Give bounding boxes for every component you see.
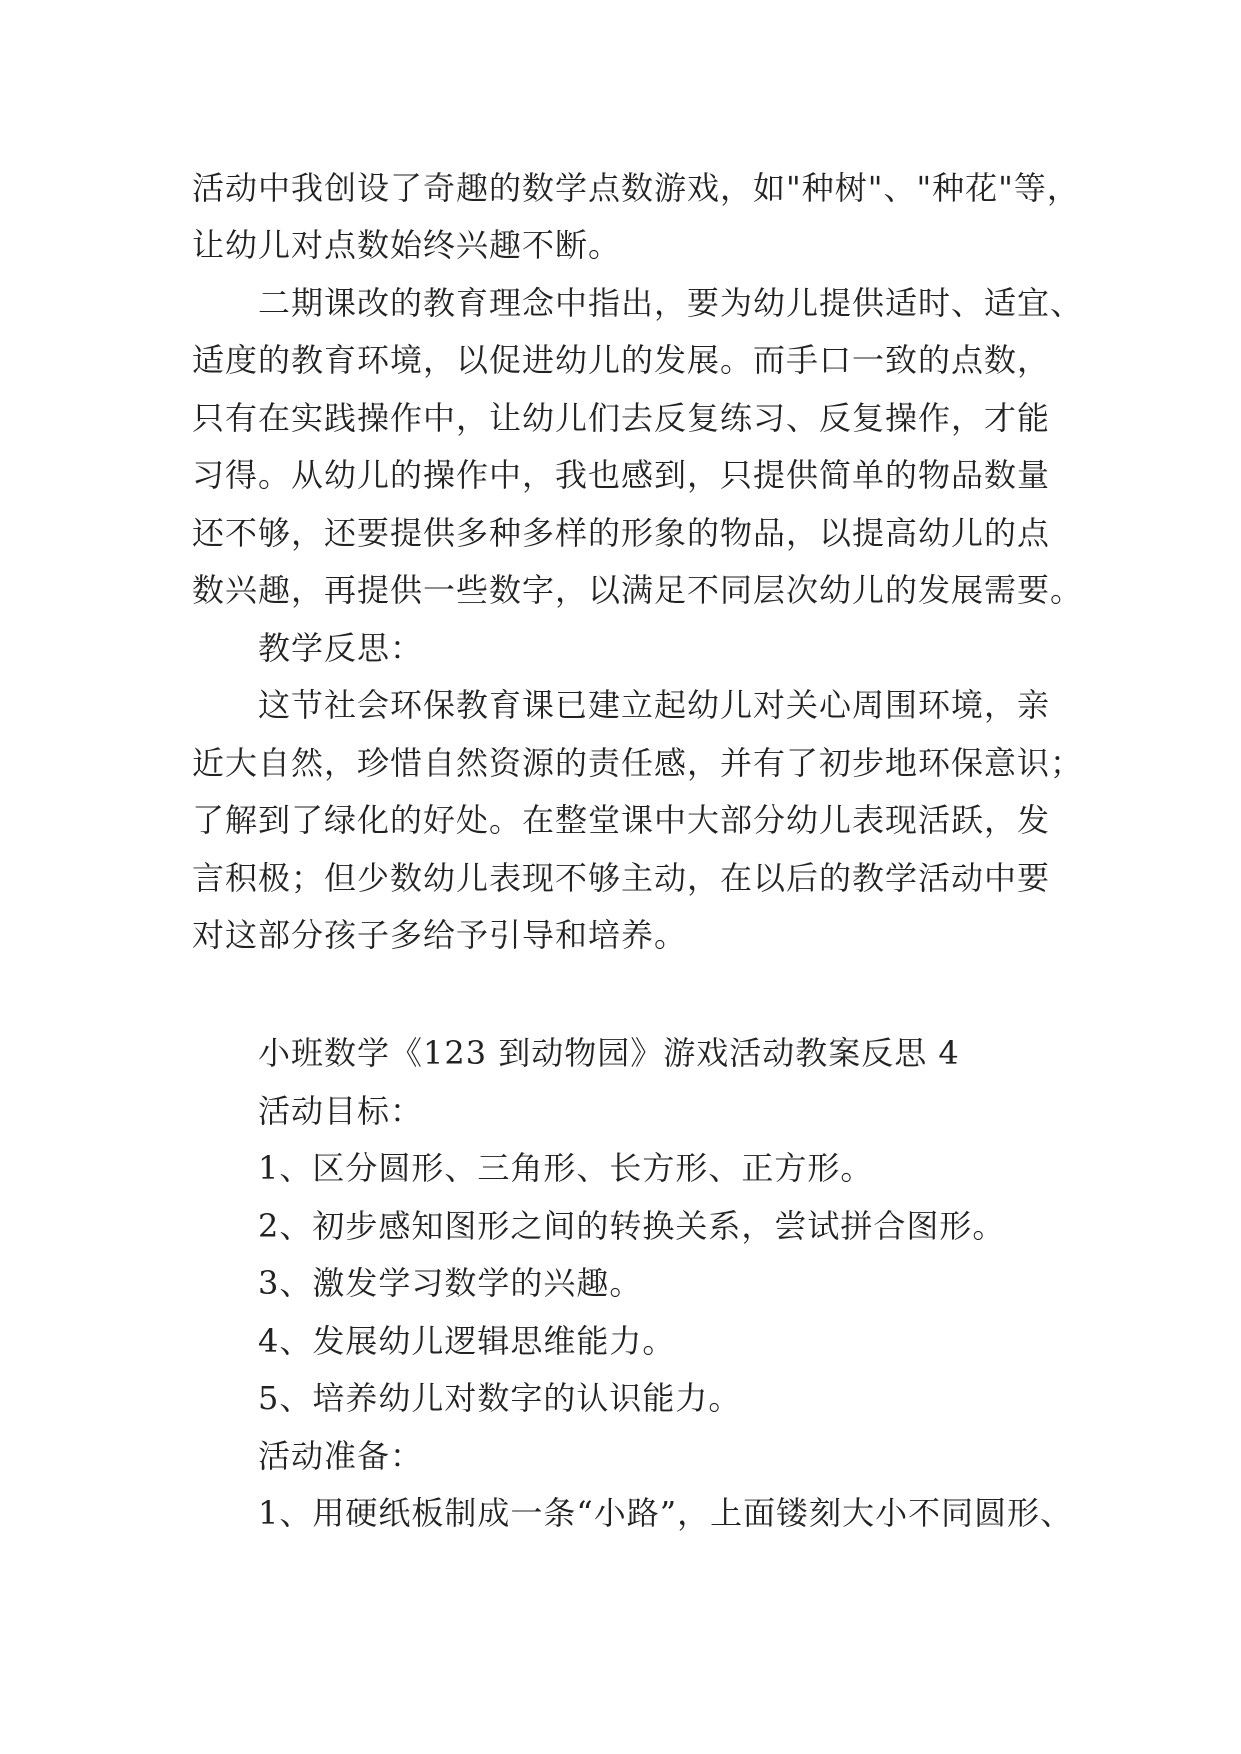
list-item: 5、培养幼儿对数字的认识能力。 [258,1379,742,1417]
paragraph-line: 对这部分孩子多给予引导和培养。 [192,916,688,954]
section-heading: 活动准备： [258,1437,424,1475]
paragraph-line: 还不够，还要提供多种多样的形象的物品，以提高幼儿的点 [192,514,1051,552]
paragraph-line: 二期课改的教育理念中指出，要为幼儿提供适时、适宜、 [258,284,1084,322]
section-heading: 教学反思： [258,629,424,667]
paragraph-line: 只有在实践操作中，让幼儿们去反复练习、反复操作，才能 [192,399,1051,437]
paragraph-line: 活动中我创设了奇趣的数学点数游戏，如"种树"、"种花"等， [192,169,1080,207]
paragraph-line: 让幼儿对点数始终兴趣不断。 [192,226,622,264]
document-title: 小班数学《123 到动物园》游戏活动教案反思 4 [258,1034,960,1072]
paragraph-line: 近大自然，珍惜自然资源的责任感，并有了初步地环保意识； [192,744,1084,782]
list-item: 1、区分圆形、三角形、长方形、正方形。 [258,1149,874,1187]
paragraph-line: 适度的教育环境，以促进幼儿的发展。而手口一致的点数， [192,341,1051,379]
paragraph-line: 言积极；但少数幼儿表现不够主动，在以后的教学活动中要 [192,859,1051,897]
list-item: 4、发展幼儿逻辑思维能力。 [258,1322,676,1360]
paragraph-line: 习得。从幼儿的操作中，我也感到，只提供简单的物品数量 [192,456,1051,494]
list-item: 1、用硬纸板制成一条“小路”，上面镂刻大小不同圆形、 [258,1494,1074,1532]
list-item: 2、初步感知图形之间的转换关系，尝试拼合图形。 [258,1207,1006,1245]
paragraph-line: 数兴趣，再提供一些数字，以满足不同层次幼儿的发展需要。 [192,571,1084,609]
section-heading: 活动目标： [258,1092,424,1130]
paragraph-line: 了解到了绿化的好处。在整堂课中大部分幼儿表现活跃，发 [192,801,1051,839]
paragraph-line: 这节社会环保教育课已建立起幼儿对关心周围环境，亲 [258,686,1051,724]
list-item: 3、激发学习数学的兴趣。 [258,1264,643,1302]
